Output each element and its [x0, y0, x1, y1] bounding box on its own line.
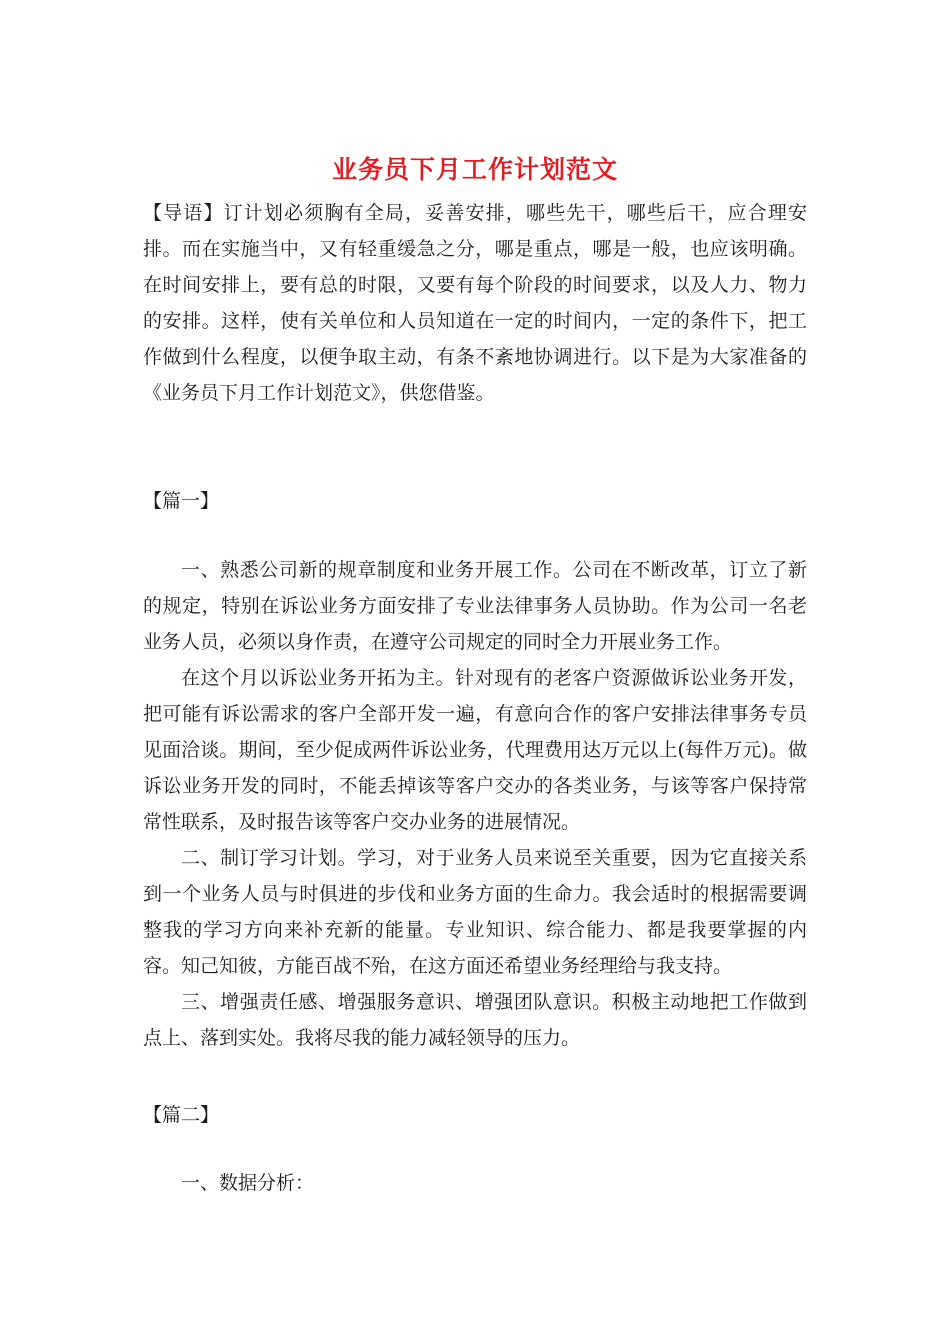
section-heading-1: 【篇一】 — [143, 490, 220, 512]
section1-paragraph-3: 二、制订学习计划。学习，对于业务人员来说至关重要，因为它直接关系到一个业务人员与时俱进的步伐和业务方面的生命力。我会适时的根据需要调整我的学习方向来补充新的能量。专业知识、综合能力、都是我要掌握的内容。知己知彼，方能百战不殆，在这方面还希望业务经理给与我支持。 — [143, 847, 807, 977]
intro-paragraph: 【导语】订计划必须胸有全局，妥善安排，哪些先干，哪些后干，应合理安排。而在实施当中，又有轻重缓急之分，哪是重点，哪是一般，也应该明确。在时间安排上，要有总的时限，又要有每个阶段的时间要求，以及人力、物力的安排。这样，使有关单位和人员知道在一定的时间内，一定的条件下，把工作做到什么程度，以便争取主动，有条不紊地协调进行。以下是为大家准备的《业务员下月工作计划范文》，供您借鉴。 — [143, 202, 807, 404]
section1-paragraph-4: 三、增强责任感、增强服务意识、增强团队意识。积极主动地把工作做到点上、落到实处。我将尽我的能力减轻领导的压力。 — [143, 991, 807, 1049]
section1-paragraph-1: 一、熟悉公司新的规章制度和业务开展工作。公司在不断改革，订立了新的规定，特别在诉讼业务方面安排了专业法律事务人员协助。作为公司一名老业务人员，必须以身作责，在遵守公司规定的同时全力开展业务工作。 — [143, 559, 807, 653]
section-heading-2: 【篇二】 — [143, 1104, 220, 1126]
section2-paragraph-1: 一、数据分析： — [181, 1172, 315, 1194]
section1-paragraph-2: 在这个月以诉讼业务开拓为主。针对现有的老客户资源做诉讼业务开发，把可能有诉讼需求的客户全部开发一遍，有意向合作的客户安排法律事务专员见面洽谈。期间，至少促成两件诉讼业务，代理费用达万元以上(每件万元)。做诉讼业务开发的同时，不能丢掉该等客户交办的各类业务，与该等客户保持常常性联系，及时报告该等客户交办业务的进展情况。 — [143, 667, 807, 833]
document-title: 业务员下月工作计划范文 — [331, 155, 618, 184]
